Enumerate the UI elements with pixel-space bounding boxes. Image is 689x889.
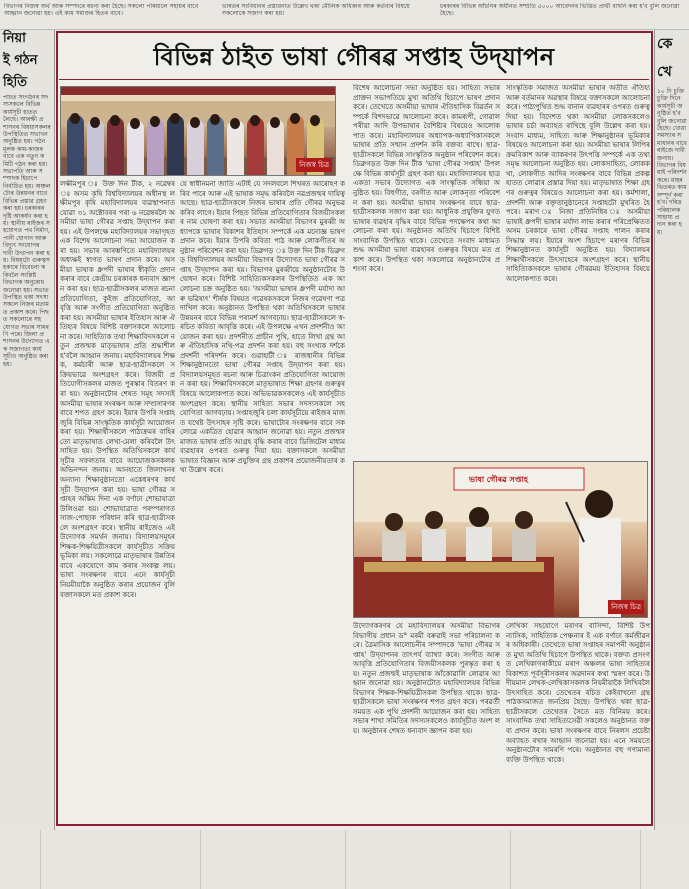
top-strip [0, 0, 689, 30]
column-2-text: যে স্বাধীনমনা জাতি এটাই যে সদলবলে শিখৰত আৰোহণ কৰিব পাৰে আৰু এই ভাষাক সমৃদ্ধ কৰিবলৈ নৱপ্ৰজন্মৰ দায়িত্ব আছে। ছাত্ৰ-ছাত্ৰীসকলে নিজৰ ভাষাৰ প্ৰতি গৌৰৱ অনুভৱ কৰিব লাগে। ইয়াৰ পিছত বিভিন্ন প্ৰতিযোগিতাৰ বিজয়ীসকলৰ নাম ঘোষণা কৰা হয়। সভাত অসমীয়া বিভাগৰ মুৰব্বী অধ্যাপকে ভাষাৰ বিকাশৰ ইতিহাস সম্পৰ্কে এক মনোজ্ঞ ভাষণ প্ৰদান কৰে। ইয়াৰ উপৰি কবিতা পাঠ আৰু লোকগীতৰ অনুষ্ঠান পৰিবেশন কৰা হয়। ডিব্ৰুগড় ঃ উক্ত দিন টীক ডিব্ৰুগড় বিশ্ববিদ্যালয়ৰ অসমীয়া বিভাগৰ উদ্যোগত ভাষা গৌৰৱ সপ্তাহ উদ্‌যাপন কৰা হয়। বিভাগৰ মুৰব্বীয়ে অনুষ্ঠানটোৰ উদ্বোধন কৰে। বিশিষ্ট সাহিত্যিকসকলৰ উপস্থিতিত এক আলোচনা চক্ৰ অনুষ্ঠিত হয়। 'অসমীয়া ভাষাৰ ধ্ৰুপদী মৰ্যাদা আৰু ভৱিষ্যৎ' শীৰ্ষক বিষয়ত গৱেষকসকলে নিজৰ গৱেষণা পত্ৰ দাখিল কৰে। অনুষ্ঠানত উপস্থিত থকা অতিথিসকলে ভাষাৰ উন্নয়নৰ বাবে বিভিন্ন পৰামৰ্শ আগবঢ়ায়। ছাত্ৰ-ছাত্ৰীসকলে স্ব-ৰচিত কবিতা আবৃত্তি কৰে। এই উপলক্ষে এখন প্ৰদৰ্শনীও আয়োজন কৰা হয়। প্ৰদৰ্শনীত প্ৰাচীন পুথি, হাতে লিখা গ্ৰন্থ আৰু ঐতিহাসিক নথি-পত্ৰ প্ৰদৰ্শন কৰা হয়। বহু সংখ্যক দৰ্শকে প্ৰদৰ্শনী পৰিদৰ্শন কৰে। গুৱাহাটী ঃ ৰাজধানীৰ বিভিন্ন শিক্ষানুষ্ঠানতো ভাষা গৌৰৱ সপ্তাহ উদ্‌যাপন কৰা হয়। বিদ্যালয়সমূহত ৰচনা আৰু চিত্ৰাংকন প্ৰতিযোগিতা আয়োজন কৰা হয়। শিক্ষাবিদসকলে মাতৃভাষাত শিক্ষা গ্ৰহণৰ গুৰুত্বৰ বিষয়ে আলোকপাত কৰে। অভিভাৱকসকলেও এই কাৰ্যসূচীত অংশগ্ৰহণ কৰে। স্থানীয় সাহিত্য সভাৰ সদস্যসকলে সহযোগিতা আগবঢ়ায়। সপ্তাহজুৰি চলা কাৰ্যসূচীয়ে ৰাইজৰ মাজত যথেষ্ট উৎসাহৰ সৃষ্টি কৰে। ভাষাটোৰ সংৰক্ষণৰ বাবে সকলোৱে একত্ৰিত হোৱাৰ আহ্বান জনোৱা হয়। নতুন প্ৰজন্মৰ মাজত ভাষাৰ প্ৰতি আগ্ৰহ বৃদ্ধি কৰাৰ বাবে ডিজিটেল মাধ্যম ব্যৱহাৰৰ ওপৰত গুৰুত্ব দিয়া হয়। বক্তাসকলে অসমীয়া ভাষাত বিজ্ঞান আৰু প্ৰযুক্তিৰ গ্ৰন্থ প্ৰকাশৰ প্ৰয়োজনীয়তাৰ কথা উল্লেখ কৰে। [180, 180, 345, 475]
article-column-4 [506, 84, 650, 458]
top-strip-text-3: চৰকাৰৰ বিভিন্ন আঁচনিৰ অধীনত সম্প্ৰতি ৫০০০ আবেদনৰ ভিত্তিত প্ৰাৰ্থী বাছনি কৰা হ'ব বুলি জনোৱা হৈছে। [440, 3, 680, 17]
article-column-4b [506, 622, 650, 822]
page-bottom-margin [0, 830, 689, 889]
left-heading: নিয়া [3, 31, 26, 46]
photo1-credit: নিজস্ব চিত্ৰ [296, 158, 332, 172]
column-3b-text: উদ্যোগকৰণৰ যে মহাবিদ্যালয়ৰ অসমীয়া বিভাগৰ বিভাগীয় প্ৰধান ড° মৰমী বৰুৱাই সভা পৰিচালনা কৰে। ত্ৰৈমাসিক আলোচনীৰ সম্পাদকে 'ভাষা গৌৰৱ সপ্তাহ' উদ্‌যাপনৰ তাৎপৰ্য ব্যাখ্যা কৰে। সংগীত আৰু আবৃত্তি প্ৰতিযোগিতাৰ বিজয়ীসকলক পুৰস্কৃত কৰা হয়। নতুন প্ৰজন্মই মাতৃভাষাক আঁকোৱালি লোৱাৰ আহ্বান জনোৱা হয়। অনুষ্ঠানটোত মহাবিদ্যালয়ৰ বিভিন্ন বিভাগৰ শিক্ষক-শিক্ষয়িত্ৰীসকল উপস্থিত থাকে। ছাত্ৰ-ছাত্ৰীসকলে ভাষা সংৰক্ষণৰ শপত গ্ৰহণ কৰে। পৰৱৰ্তী সময়ত এক পুথি প্ৰদৰ্শনী আয়োজন কৰা হয়। সাহিত্য সভাৰ শাখা সমিতিৰ সদস্যসকলেও কাৰ্যসূচীত অংশ লয়। অনুষ্ঠানৰ শেষত ধন্যবাদ জ্ঞাপন কৰা হয়। [353, 622, 500, 736]
left-heading-3: হিতি [3, 75, 28, 90]
column-3-text: বিশেষ আলোচনা সভা অনুষ্ঠিত হয়। সাহিত্য সভাৰ প্ৰাক্তন সভাপতিয়ে মুখ্য অতিথি হিচাপে ভাষণ প্ৰদান কৰে। তেখেতে অসমীয়া ভাষাৰ ঐতিহাসিক বিৱৰ্তন সম্পৰ্কে বিশদভাৱে আলোচনা কৰে। কামৰূপী, গোৱালপৰীয়া আদি উপভাষাৰ বৈশিষ্ট্যৰ বিষয়েও আলোকপাত কৰে। মহাবিদ্যালয়ৰ অধ্যাপক-অধ্যাপিকাসকলে ভাষাৰ প্ৰতি সন্মান প্ৰদৰ্শন কৰি বক্তব্য ৰাখে। ছাত্ৰ-ছাত্ৰীসকলে বিভিন্ন সাংস্কৃতিক অনুষ্ঠান পৰিবেশন কৰে। ডিব্ৰুগড়ত উক্ত দিন টীক 'ভাষা গৌৰৱ সপ্তাহ' উপলক্ষে বিভিন্ন কাৰ্যসূচী গ্ৰহণ কৰা হয়। মহাবিদ্যালয়ৰ ছাত্ৰ একতা সভাৰ উদ্যোগত এক সাংস্কৃতিক সন্ধিয়া অনুষ্ঠিত হয়। বিহুগীত, বৰগীত আৰু লোকনৃত্য পৰিবেশন কৰা হয়। অসমীয়া ভাষাৰ সংৰক্ষণৰ বাবে ছাত্ৰ-ছাত্ৰীসকলক সজাগ কৰা হয়। আধুনিক প্ৰযুক্তিৰ যুগত ভাষাৰ ব্যৱহাৰ বৃদ্ধিৰ বাবে বিভিন্ন পদক্ষেপৰ কথা আলোচনা কৰা হয়। অনুষ্ঠানত অতিথি হিচাপে বিশিষ্ট সাংবাদিক উপস্থিত থাকে। তেখেতে সংবাদ মাধ্যমত শুদ্ধ অসমীয়া ভাষা ব্যৱহাৰৰ গুৰুত্বৰ বিষয়ে মত প্ৰকাশ কৰে। উপস্থিত থকা সকলোৱে অনুষ্ঠানটোৰ প্ৰশংসা কৰে। [353, 84, 500, 274]
article-column-2 [180, 180, 345, 823]
article-column-3 [353, 84, 500, 458]
photo2-banner: ভাষা গৌৰৱ সপ্তাহ [469, 475, 528, 484]
left-column-text: পাচত সংগঠনৰ সদস্যসকলে বিভিন্ন কাৰ্যসূচী হাতত লৈছে। আৰক্ষী প্ৰশাসনৰ বিষয়াসকলৰ উপস্থিতিত সভাখন অনুষ্ঠিত হয়। গঠনমূলক কাম-কাজৰ বাবে এক নতুন কমিটি গঠন কৰা হয়। সভাপতি আৰু সম্পাদক হিচাপে নিৰ্বাচিত হয়। অঞ্চলটোৰ উন্নয়নৰ বাবে বিভিন্ন প্ৰস্তাৱ গ্ৰহণ কৰা হয়। চৰকাৰৰ দৃষ্টি আকৰ্ষণ কৰা হয়। স্থানীয় ৰাইজৰ সহযোগত পথ নিৰ্মাণ, পানী যোগান আৰু বিদ্যুৎ সংযোগৰ দাবী উত্থাপন কৰা হয়। বিষয়টো গুৰুত্বসহকাৰে বিবেচনা কৰিবলৈ সংশ্লিষ্ট বিভাগক অনুৰোধ জনোৱা হয়। সভাত উপস্থিত থকা সদস্যসকলে নিজৰ মতামত প্ৰকাশ কৰে। পিছত সকলোৰে সহযোগত সভাৰ সামৰণি পৰে। জিলা প্ৰশাসনৰ উদ্যোগত এক সজাগতা কাৰ্যসূচীও অনুষ্ঠিত কৰা হয়। [3, 94, 53, 368]
article-column-1 [60, 180, 175, 823]
left-heading-2: ই গঠন [3, 53, 38, 68]
right-adjacent-column [654, 30, 689, 830]
article-headline-bar [59, 38, 649, 80]
photo2-credit: নিজস্ব চিত্ৰ [608, 600, 644, 614]
column-4b-text: লেখিকা সহযোগে মৰাণৰ বাসিন্দা, বিশিষ্ট উপন্যাসিক, সাহিত্যিক পেঞ্চনাৰ ই এক বৰ্ণাঢ্য কৰ্মজীৱনৰ অধিকাৰী। তেখেতে ভাষা সপ্তাহৰ সমাপনী অনুষ্ঠানত মুখ্য অতিথি হিচাপে উপস্থিত থাকে। বক্তব্য প্ৰসংগত লেখিকাগৰাকীয়ে মৰাণ অঞ্চলৰ ভাষা সাহিত্যৰ বিকাশত পূৰ্বসূৰীসকলৰ অৱদানৰ কথা স্মৰণ কৰে। উদীয়মান লেখক-লেখিকাসকলক নিয়মীয়াকৈ লিখিবলৈ উৎসাহিত কৰে। তেখেতৰ ৰচিত কেইবাখনো গ্ৰন্থ পাঠকসমাজত জনপ্ৰিয় হৈছে। উপস্থিত থকা ছাত্ৰ-ছাত্ৰীসকলে তেখেতৰ সৈতে মত বিনিময় কৰে। সাংবাদিক তথা সাহিত্যসেৱী সকলেও অনুষ্ঠানত বক্তব্য প্ৰদান কৰে। ভাষা সংৰক্ষণৰ বাবে নিৰলস প্ৰচেষ্টা অব্যাহত ৰখাৰ আহ্বান জনোৱা হয়। এনে সময়তে অনুষ্ঠানটোৰ সামৰণি পৰে। অনুষ্ঠানত বহু গণ্যমান্য ব্যক্তি উপস্থিত থাকে। [506, 622, 650, 764]
article-column-3b [353, 622, 500, 822]
column-1-text: লক্ষীমপুৰ ঃ উক্ত দিন টীক, ২ নৱেম্বৰ ঃ অসম কৃষি বিশ্ববিদ্যালয়ৰ অধীনস্থ লক্ষীমপুৰ কৃষি মহাবিদ্যালয়ৰ ব্যৱস্থাপনাত যোৱা ৩১ অক্টোবৰৰ পৰা ৬ নৱেম্বৰলৈ অসমীয়া ভাষা গৌৰৱ সপ্তাহ উদ্‌যাপন কৰা হয়। এই উপলক্ষে মহাবিদ্যালয়ৰ সভাগৃহত এক বিশেষ আলোচনা সভা আয়োজন কৰা হয়। সভাৰ আৰম্ভণিতে মহাবিদ্যালয়ৰ অধ্যক্ষই স্বাগত ভাষণ প্ৰদান কৰে। অসমীয়া ভাষাক ধ্ৰুপদী ভাষাৰ স্বীকৃতি প্ৰদান কৰাৰ বাবে কেন্দ্ৰীয় চৰকাৰক ধন্যবাদ জ্ঞাপন কৰা হয়। ছাত্ৰ-ছাত্ৰীসকলৰ মাজত ৰচনা প্ৰতিযোগিতা, কুইজ প্ৰতিযোগিতা, আবৃত্তি আৰু সংগীত প্ৰতিযোগিতা অনুষ্ঠিত কৰা হয়। অসমীয়া ভাষাৰ ইতিহাস আৰু ঐতিহ্যৰ বিষয়ে বিশিষ্ট বক্তাসকলে আলোচনা কৰে। সাহিত্যিক তথা শিক্ষাবিদসকলে নতুন প্ৰজন্মক মাতৃভাষাৰ প্ৰতি শ্ৰদ্ধাশীল হ'বলৈ আহ্বান জনায়। মহাবিদ্যালয়ৰ শিক্ষক, কৰ্মচাৰী আৰু ছাত্ৰ-ছাত্ৰীসকলে সক্ৰিয়ভাৱে অংশগ্ৰহণ কৰে। বিজয়ী প্ৰতিযোগীসকলৰ মাজত পুৰস্কাৰ বিতৰণ কৰা হয়। অনুষ্ঠানটোৰ শেষত সমূহ সদস্যই অসমীয়া ভাষাৰ সংৰক্ষণ আৰু সম্প্ৰসাৰণৰ বাবে শপত গ্ৰহণ কৰে। ইয়াৰ উপৰি সপ্তাহজুৰি বিভিন্ন সাংস্কৃতিক কাৰ্যসূচী আয়োজন কৰা হয়। শিক্ষাৰ্থীসকলে পাঠ্যক্ৰমৰ বাহিৰতো মাতৃভাষাত লেখা-মেলা কৰিবলৈ উৎসাহিত হয়। উপস্থিত অতিথিসকলে কাৰ্যসূচীৰ সফলতাৰ বাবে আয়োজকসকলক অভিনন্দন জনায়। আনহাতে জিলাখনৰ অন্যান্য শিক্ষানুষ্ঠানতো একেধৰণৰ কাৰ্যসূচী উদ্‌যাপন কৰা হয়। ভাষা গৌৰৱ সপ্তাহৰ অন্তিম দিনা এক বৰ্ণাঢ্য শোভাযাত্ৰা উলিওৱা হয়। শোভাযাত্ৰাত পৰম্পৰাগত সাজ-পোছাক পৰিধান কৰি ছাত্ৰ-ছাত্ৰীসকলে অংশগ্ৰহণ কৰে। স্থানীয় ৰাইজেও এই উদ্যোগক সমৰ্থন জনায়। বিদ্যালয়সমূহৰ শিক্ষক-শিক্ষয়িত্ৰীসকলে কাৰ্যসূচীত সক্ৰিয় ভূমিকা লয়। সকলোৱে মাতৃভাষাৰ উন্নতিৰ বাবে একযোগে কাম কৰাৰ সংকল্প লয়। ভাষা সংৰক্ষণৰ বাবে এনে কাৰ্যসূচী নিয়মীয়াকৈ অনুষ্ঠিত কৰাৰ প্ৰয়োজন বুলি বক্তাসকলে মত প্ৰকাশ কৰে। [60, 180, 175, 599]
right-column-text: ১০ দি চুক্তি চুক্তি দিনে কাৰ্যসূচী অনুষ্ঠিত হ'ব বুলি জনোৱা হৈছে। খোৱা সমস্যাৰ সমাধানৰ বাবে ৰাইজে দাবী জনায়। বিভাগৰ বিষয়াই পৰিদৰ্শন কৰে। মাহৰ ভিতৰত কাম সম্পূৰ্ণ কৰা হ'ব। দৰিদ্ৰ পৰিয়ালক সাহায্য প্ৰদান কৰা হয়। [657, 88, 687, 236]
group-photo [60, 86, 336, 176]
right-heading: কে [657, 36, 673, 52]
article-headline: বিভিন্ন ঠাইত ভাষা গৌৰৱ সপ্তাহ উদ্‌যাপন [153, 42, 555, 71]
right-heading-2: খে [657, 64, 672, 80]
top-strip-text-2: ভাৰতৰ সংবিধানৰ প্ৰস্তাৱনাত উল্লেখ থকা মৌলিক অধিকাৰ আৰু কৰ্তব্যৰ বিষয়ে সকলোকে সজাগ কৰা হয়। [222, 3, 410, 17]
meeting-photo [353, 461, 648, 618]
top-strip-text-1: বিভাগৰ নিজস্ব অৰ্থ আৰু সম্পদৰে ৰচনা কৰা হৈছে। সকলো পৰিয়ালে সহায়ৰ বাবে আহ্বান জনোৱা হয়। এই কাম সমাজৰ হিতৰ বাবে। [4, 3, 199, 17]
left-adjacent-column [0, 30, 55, 830]
column-4-text: সাংস্কৃতিক সমাজত অসমীয়া ভাষাৰ অতীত ঐতিহ্য আৰু বৰ্তমানৰ অৱস্থাৰ বিষয়ে বক্তাসকলে আলোচনা কৰে। পাঠ্যপুথিত শুদ্ধ বানান ব্যৱহাৰৰ ওপৰত গুৰুত্ব দিয়া হয়। বিদেশত থকা অসমীয়া লোকসকলেও ভাষাৰ চৰ্চা অব্যাহত ৰাখিছে বুলি উল্লেখ কৰা হয়। সংবাদ মাধ্যম, সাহিত্য আৰু শিক্ষানুষ্ঠানৰ ভূমিকাৰ বিষয়েও আলোচনা কৰা হয়। অসমীয়া ভাষাৰ লিপিৰ ক্ৰমবিকাশ আৰু ব্যাকৰণৰ উৎপত্তি সম্পৰ্কে এক তথ্যসমৃদ্ধ আলোচনা অনুষ্ঠিত হয়। লোকসাহিত্য, লোককথা, লোকগীত আদিৰ সংৰক্ষণৰ বাবে বিভিন্ন প্ৰকল্প হাতত লোৱাৰ প্ৰস্তাৱ দিয়া হয়। মাতৃভাষাত শিক্ষা গ্ৰহণৰ গুৰুত্বৰ বিষয়েও আলোচনা কৰা হয়। কৰ্মশালা, প্ৰদৰ্শনী আৰু বক্তৃতানুষ্ঠানেৰে সপ্তাহটো মুখৰিত হৈ পৰে। মৰাণ ঃ নিজা প্ৰতিনিধিৰ ঃ অসমীয়া ভাষাই ধ্ৰুপদী ভাষাৰ মৰ্যাদা লাভ কৰাৰ পৰিপ্ৰেক্ষিতত অসম চৰকাৰে ভাষা গৌৰৱ সপ্তাহ পালন কৰাৰ সিদ্ধান্ত লয়। ইয়াৰে অংশ হিচাপে মৰাণৰ বিভিন্ন শিক্ষানুষ্ঠানত কাৰ্যসূচী অনুষ্ঠিত হয়। বিদ্যালয়ৰ শিক্ষাৰ্থীসকলে উৎসাহেৰে অংশগ্ৰহণ কৰে। স্থানীয় সাহিত্যিকসকলে ভাষাৰ গৌৰৱময় ইতিহাসৰ বিষয়ে আলোকপাত কৰে। [506, 84, 650, 283]
